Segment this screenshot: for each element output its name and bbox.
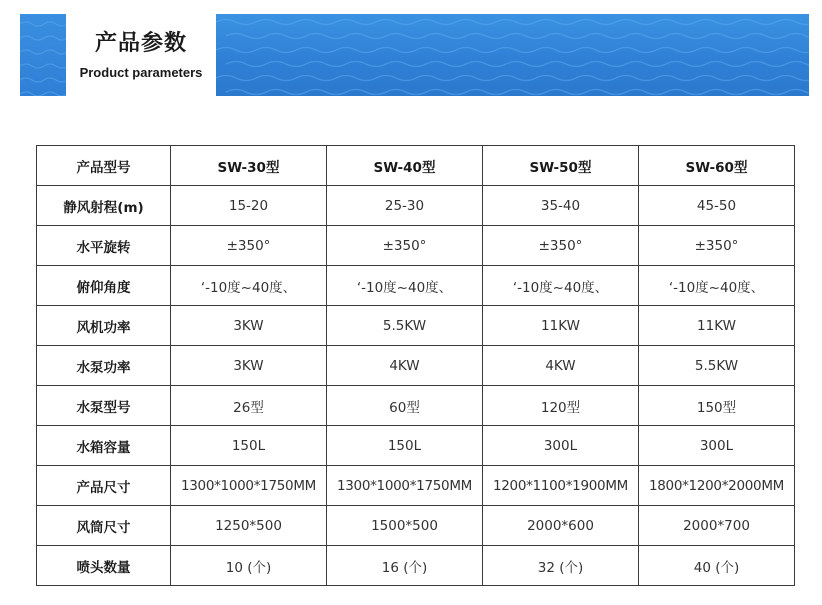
table-cell: 40 (个): [639, 546, 795, 586]
table-row: [37, 226, 795, 266]
table-cell: 25-30: [327, 186, 483, 226]
table-cell: 3KW: [171, 346, 327, 386]
table-cell: ‘-10度~40度、: [639, 266, 795, 306]
wave-pattern: [20, 14, 66, 96]
table-cell: ±350°: [639, 226, 795, 266]
table-row: [37, 426, 795, 466]
table-cell: 35-40: [483, 186, 639, 226]
table-cell: 300L: [639, 426, 795, 466]
table-cell: 1200*1100*1900MM: [483, 466, 639, 506]
table-cell: ‘-10度~40度、: [483, 266, 639, 306]
parameters-table: [36, 145, 795, 586]
banner-left-stripe: [20, 14, 66, 96]
table-cell: 45-50: [639, 186, 795, 226]
table-cell: 120型: [483, 386, 639, 426]
table-cell: ±350°: [171, 226, 327, 266]
row-label: 水泵功率: [37, 346, 171, 386]
row-label: 风筒尺寸: [37, 506, 171, 546]
model-header: SW-30型: [171, 146, 327, 186]
table-cell: 11KW: [483, 306, 639, 346]
table-cell: 26型: [171, 386, 327, 426]
row-label: 产品尺寸: [37, 466, 171, 506]
table-cell: 3KW: [171, 306, 327, 346]
header-label: 产品型号: [37, 146, 171, 186]
table-cell: 10 (个): [171, 546, 327, 586]
table-row: [37, 186, 795, 226]
table-row: [37, 466, 795, 506]
table-cell: 4KW: [327, 346, 483, 386]
section-subtitle: Product parameters: [79, 65, 203, 80]
table-cell: 1250*500: [171, 506, 327, 546]
table-row: [37, 546, 795, 586]
section-banner: [20, 14, 809, 96]
table-cell: 1500*500: [327, 506, 483, 546]
table-cell: ‘-10度~40度、: [171, 266, 327, 306]
table-row: [37, 306, 795, 346]
table-cell: 150L: [327, 426, 483, 466]
row-label: 水箱容量: [37, 426, 171, 466]
row-label: 静风射程(m): [37, 186, 171, 226]
table-cell: 1800*1200*2000MM: [639, 466, 795, 506]
model-header: SW-60型: [639, 146, 795, 186]
table-cell: ‘-10度~40度、: [327, 266, 483, 306]
table-cell: 1300*1000*1750MM: [171, 466, 327, 506]
title-box: [66, 14, 216, 96]
table-cell: 1300*1000*1750MM: [327, 466, 483, 506]
table-cell: 2000*600: [483, 506, 639, 546]
table-cell: 60型: [327, 386, 483, 426]
wave-pattern: [216, 14, 809, 96]
row-label: 水平旋转: [37, 226, 171, 266]
table-cell: 4KW: [483, 346, 639, 386]
table-row: [37, 506, 795, 546]
table-cell: 16 (个): [327, 546, 483, 586]
table-cell: ±350°: [483, 226, 639, 266]
table-cell: ±350°: [327, 226, 483, 266]
table-cell: 300L: [483, 426, 639, 466]
table-row: [37, 386, 795, 426]
table-cell: 2000*700: [639, 506, 795, 546]
table-cell: 5.5KW: [639, 346, 795, 386]
table-cell: 32 (个): [483, 546, 639, 586]
table-cell: 150型: [639, 386, 795, 426]
row-label: 水泵型号: [37, 386, 171, 426]
section-title: 产品参数: [94, 31, 187, 56]
table-row: [37, 346, 795, 386]
banner-right-stripe: [216, 14, 809, 96]
table-cell: 150L: [171, 426, 327, 466]
row-label: 喷头数量: [37, 546, 171, 586]
table-cell: 15-20: [171, 186, 327, 226]
table-row: [37, 266, 795, 306]
table-header-row: [37, 146, 795, 186]
model-header: SW-40型: [327, 146, 483, 186]
model-header: SW-50型: [483, 146, 639, 186]
table-cell: 11KW: [639, 306, 795, 346]
row-label: 风机功率: [37, 306, 171, 346]
table-cell: 5.5KW: [327, 306, 483, 346]
row-label: 俯仰角度: [37, 266, 171, 306]
